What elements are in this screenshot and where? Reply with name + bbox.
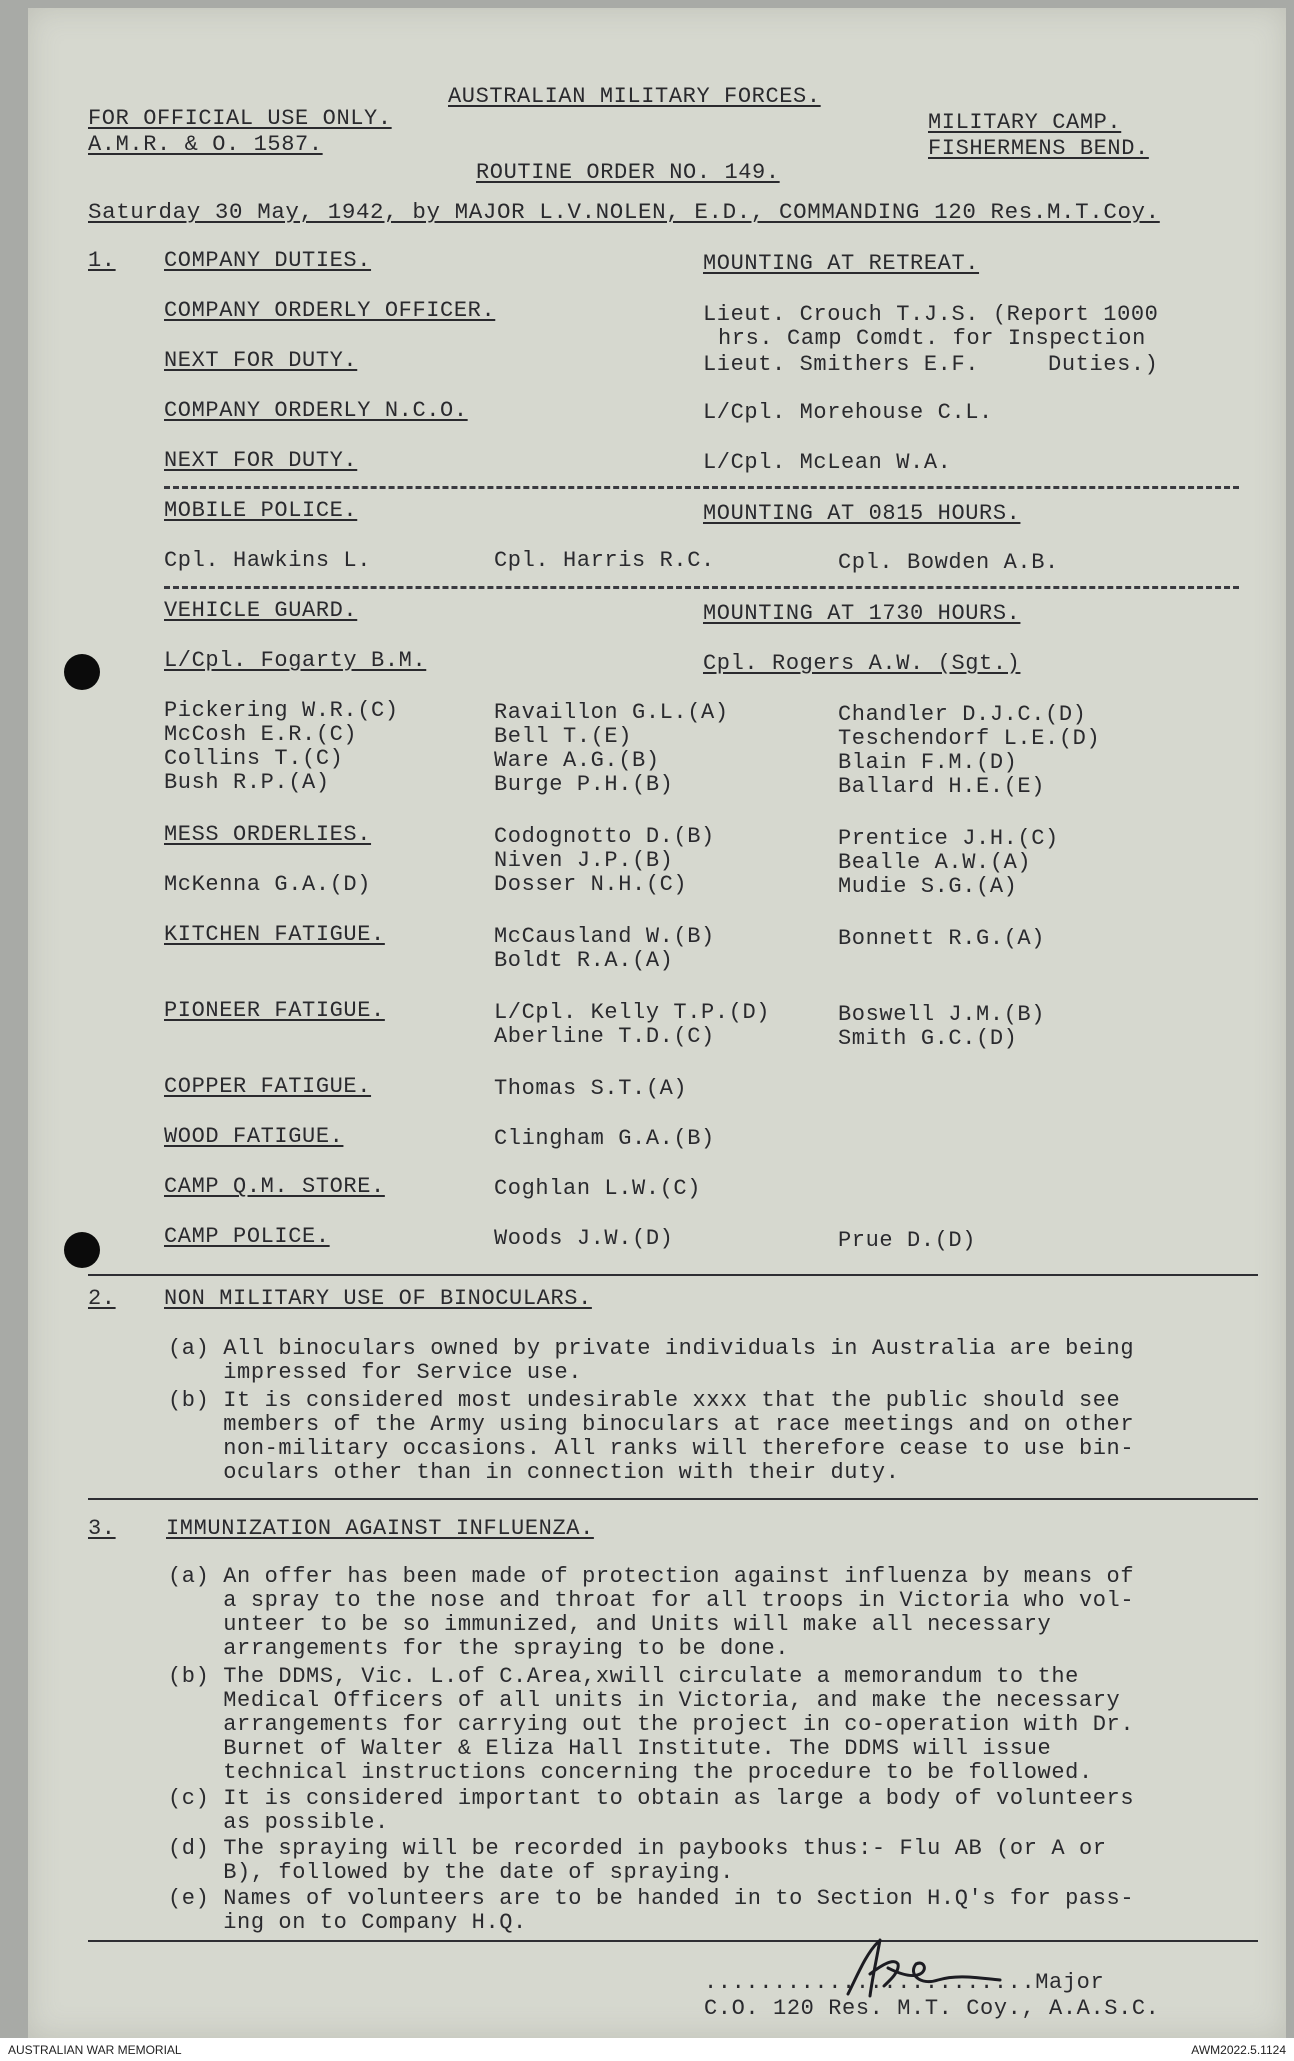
section3-line: Burnet of Walter & Eliza Hall Institute. The DDMS will issue — [168, 1736, 1052, 1761]
guard-col1-name: Collins T.(C) — [164, 746, 344, 771]
mess-col3-name: Bealle A.W.(A) — [838, 850, 1032, 875]
camp-name-line1: MILITARY CAMP. — [928, 110, 1122, 135]
vehicle-guard-cpl: Cpl. Rogers A.W. (Sgt.) — [703, 651, 1021, 676]
next-duty-officer-label: NEXT FOR DUTY. — [164, 348, 358, 373]
dashed-divider — [164, 586, 1239, 589]
guard-col1-name: McCosh E.R.(C) — [164, 722, 358, 747]
guard-col2-name: Burge P.H.(B) — [494, 772, 674, 797]
section3-line: ing on to Company H.Q. — [168, 1910, 527, 1935]
kitchen-col2-name: Boldt R.A.(A) — [494, 948, 674, 973]
section3-line: technical instructions concerning the procedure to be followed. — [168, 1760, 1093, 1785]
mobile-police-name: Cpl. Harris R.C. — [494, 548, 715, 573]
order-title: ROUTINE ORDER NO. 149. — [476, 160, 780, 185]
mounting-1730: MOUNTING AT 1730 HOURS. — [703, 601, 1021, 626]
kitchen-col2-name: McCausland W.(B) — [494, 924, 715, 949]
date-line: Saturday 30 May, 1942, by MAJOR L.V.NOLEN, E.D., COMMANDING 120 Res.M.T.Coy. — [88, 199, 1160, 225]
section3-line: arrangements for the spraying to be done. — [168, 1636, 790, 1661]
official-use-label: FOR OFFICIAL USE ONLY. — [88, 106, 392, 131]
section3-line: a spray to the nose and throat for all troops in Victoria who vol- — [168, 1588, 1135, 1613]
section3-line: arrangements for carrying out the project in co-operation with Dr. — [168, 1712, 1135, 1737]
section2-line: oculars other than in connection with their duty. — [168, 1460, 900, 1485]
nco-value: L/Cpl. Morehouse C.L. — [703, 400, 993, 425]
section3-line: as possible. — [168, 1810, 389, 1835]
section2-line: members of the Army using binoculars at race meetings and on other — [168, 1412, 1135, 1437]
guard-col2-name: Ware A.G.(B) — [494, 748, 660, 773]
mess-col3-name: Mudie S.G.(A) — [838, 874, 1018, 899]
copper-fatigue-label: COPPER FATIGUE. — [164, 1074, 372, 1099]
pioneer-col3-name: Smith G.C.(D) — [838, 1026, 1018, 1051]
amr-reference: A.M.R. & O. 1587. — [88, 132, 323, 157]
wood-fatigue-value: Clingham G.A.(B) — [494, 1126, 715, 1151]
camp-police-label: CAMP POLICE. — [164, 1224, 330, 1249]
footer-left: AUSTRALIAN WAR MEMORIAL — [8, 2043, 182, 2057]
section3-title: IMMUNIZATION AGAINST INFLUENZA. — [166, 1516, 594, 1541]
section2-number: 2. — [88, 1286, 116, 1311]
camp-qm-store-value: Coghlan L.W.(C) — [494, 1176, 702, 1201]
center-title: AUSTRALIAN MILITARY FORCES. — [448, 84, 821, 109]
vehicle-guard-lcpl: L/Cpl. Fogarty B.M. — [164, 648, 427, 673]
camp-qm-store-label: CAMP Q.M. STORE. — [164, 1174, 385, 1199]
pioneer-col2-name: Aberline T.D.(C) — [494, 1024, 715, 1049]
mounting-0815: MOUNTING AT 0815 HOURS. — [703, 501, 1021, 526]
section2-line: (b) It is considered most undesirable xxxx that the public should see — [168, 1388, 1121, 1413]
section3-line: (b) The DDMS, Vic. L.of C.Area,xwill circulate a memorandum to the — [168, 1664, 1079, 1689]
coo-label: COMPANY ORDERLY OFFICER. — [164, 298, 496, 323]
kitchen-col3-name: Bonnett R.G.(A) — [838, 926, 1046, 951]
section3-line: (c) It is considered important to obtain as large a body of volunteers — [168, 1786, 1135, 1811]
document-page — [28, 8, 1286, 2038]
guard-col2-name: Bell T.(E) — [494, 724, 633, 749]
section2-line: non-military occasions. All ranks will therefore cease to use bin- — [168, 1436, 1135, 1461]
camp-police-col3: Prue D.(D) — [838, 1228, 977, 1253]
section3-line: (a) An offer has been made of protection against influenza by means of — [168, 1564, 1135, 1589]
camp-police-col2: Woods J.W.(D) — [494, 1226, 674, 1251]
section-rule — [88, 1940, 1258, 1942]
mess-col2-name: Niven J.P.(B) — [494, 848, 674, 873]
section3-line: B), followed by the date of spraying. — [168, 1860, 734, 1885]
mess-orderlies-label: MESS ORDERLIES. — [164, 822, 372, 847]
punch-hole-top — [64, 654, 100, 690]
archive-footer — [0, 2038, 1294, 2061]
section3-line: Medical Officers of all units in Victoria, and make the necessary — [168, 1688, 1121, 1713]
guard-col3-name: Chandler D.J.C.(D) — [838, 702, 1087, 727]
mess-col2-name: Codognotto D.(B) — [494, 824, 715, 849]
next-duty-nco-value: L/Cpl. McLean W.A. — [703, 450, 952, 475]
signature-dots-line: ........................Major — [704, 1970, 1105, 1995]
guard-col1-name: Pickering W.R.(C) — [164, 698, 399, 723]
wood-fatigue-label: WOOD FATIGUE. — [164, 1124, 344, 1149]
section2-line: (a) All binoculars owned by private individuals in Australia are being — [168, 1336, 1135, 1361]
signature-title-line: C.O. 120 Res. M.T. Coy., A.A.S.C. — [704, 1996, 1160, 2021]
punch-hole-bottom — [64, 1232, 100, 1268]
guard-col2-name: Ravaillon G.L.(A) — [494, 700, 729, 725]
section1-title: COMPANY DUTIES. — [164, 248, 372, 273]
guard-col3-name: Teschendorf L.E.(D) — [838, 726, 1101, 751]
pioneer-col2-name: L/Cpl. Kelly T.P.(D) — [494, 1000, 771, 1025]
section-rule — [88, 1498, 1258, 1500]
pioneer-col3-name: Boswell J.M.(B) — [838, 1002, 1046, 1027]
vehicle-guard-label: VEHICLE GUARD. — [164, 598, 358, 623]
section2-line: impressed for Service use. — [168, 1360, 583, 1385]
next-duty-officer-value: Lieut. Smithers E.F. Duties.) — [703, 352, 1159, 377]
mounting-retreat: MOUNTING AT RETREAT. — [703, 251, 980, 276]
section1-number: 1. — [88, 248, 116, 273]
pioneer-fatigue-label: PIONEER FATIGUE. — [164, 998, 385, 1023]
camp-name-line2: FISHERMENS BEND. — [928, 136, 1149, 161]
section3-line: (e) Names of volunteers are to be handed in to Section H.Q's for pass- — [168, 1886, 1135, 1911]
dashed-divider — [164, 486, 1239, 489]
mess-col1-name: McKenna G.A.(D) — [164, 872, 372, 897]
section-rule — [88, 1274, 1258, 1276]
mobile-police-label: MOBILE POLICE. — [164, 498, 358, 523]
next-duty-nco-label: NEXT FOR DUTY. — [164, 448, 358, 473]
section2-title: NON MILITARY USE OF BINOCULARS. — [164, 1286, 592, 1311]
mess-col3-name: Prentice J.H.(C) — [838, 826, 1059, 851]
mobile-police-name: Cpl. Hawkins L. — [164, 548, 372, 573]
nco-label: COMPANY ORDERLY N.C.O. — [164, 398, 468, 423]
mobile-police-name: Cpl. Bowden A.B. — [838, 550, 1059, 575]
guard-col1-name: Bush R.P.(A) — [164, 770, 330, 795]
copper-fatigue-value: Thomas S.T.(A) — [494, 1076, 688, 1101]
footer-right: AWM2022.5.1124 — [1191, 2043, 1286, 2057]
guard-col3-name: Blain F.M.(D) — [838, 750, 1018, 775]
section3-line: (d) The spraying will be recorded in paybooks thus:- Flu AB (or A or — [168, 1836, 1107, 1861]
coo-value-line2: hrs. Camp Comdt. for Inspection — [718, 326, 1146, 351]
mess-col2-name: Dosser N.H.(C) — [494, 872, 688, 897]
section3-line: unteer to be so immunized, and Units will make all necessary — [168, 1612, 1052, 1637]
coo-value: Lieut. Crouch T.J.S. (Report 1000 — [703, 302, 1159, 327]
section3-number: 3. — [88, 1516, 116, 1541]
guard-col3-name: Ballard H.E.(E) — [838, 774, 1046, 799]
kitchen-fatigue-label: KITCHEN FATIGUE. — [164, 922, 385, 947]
